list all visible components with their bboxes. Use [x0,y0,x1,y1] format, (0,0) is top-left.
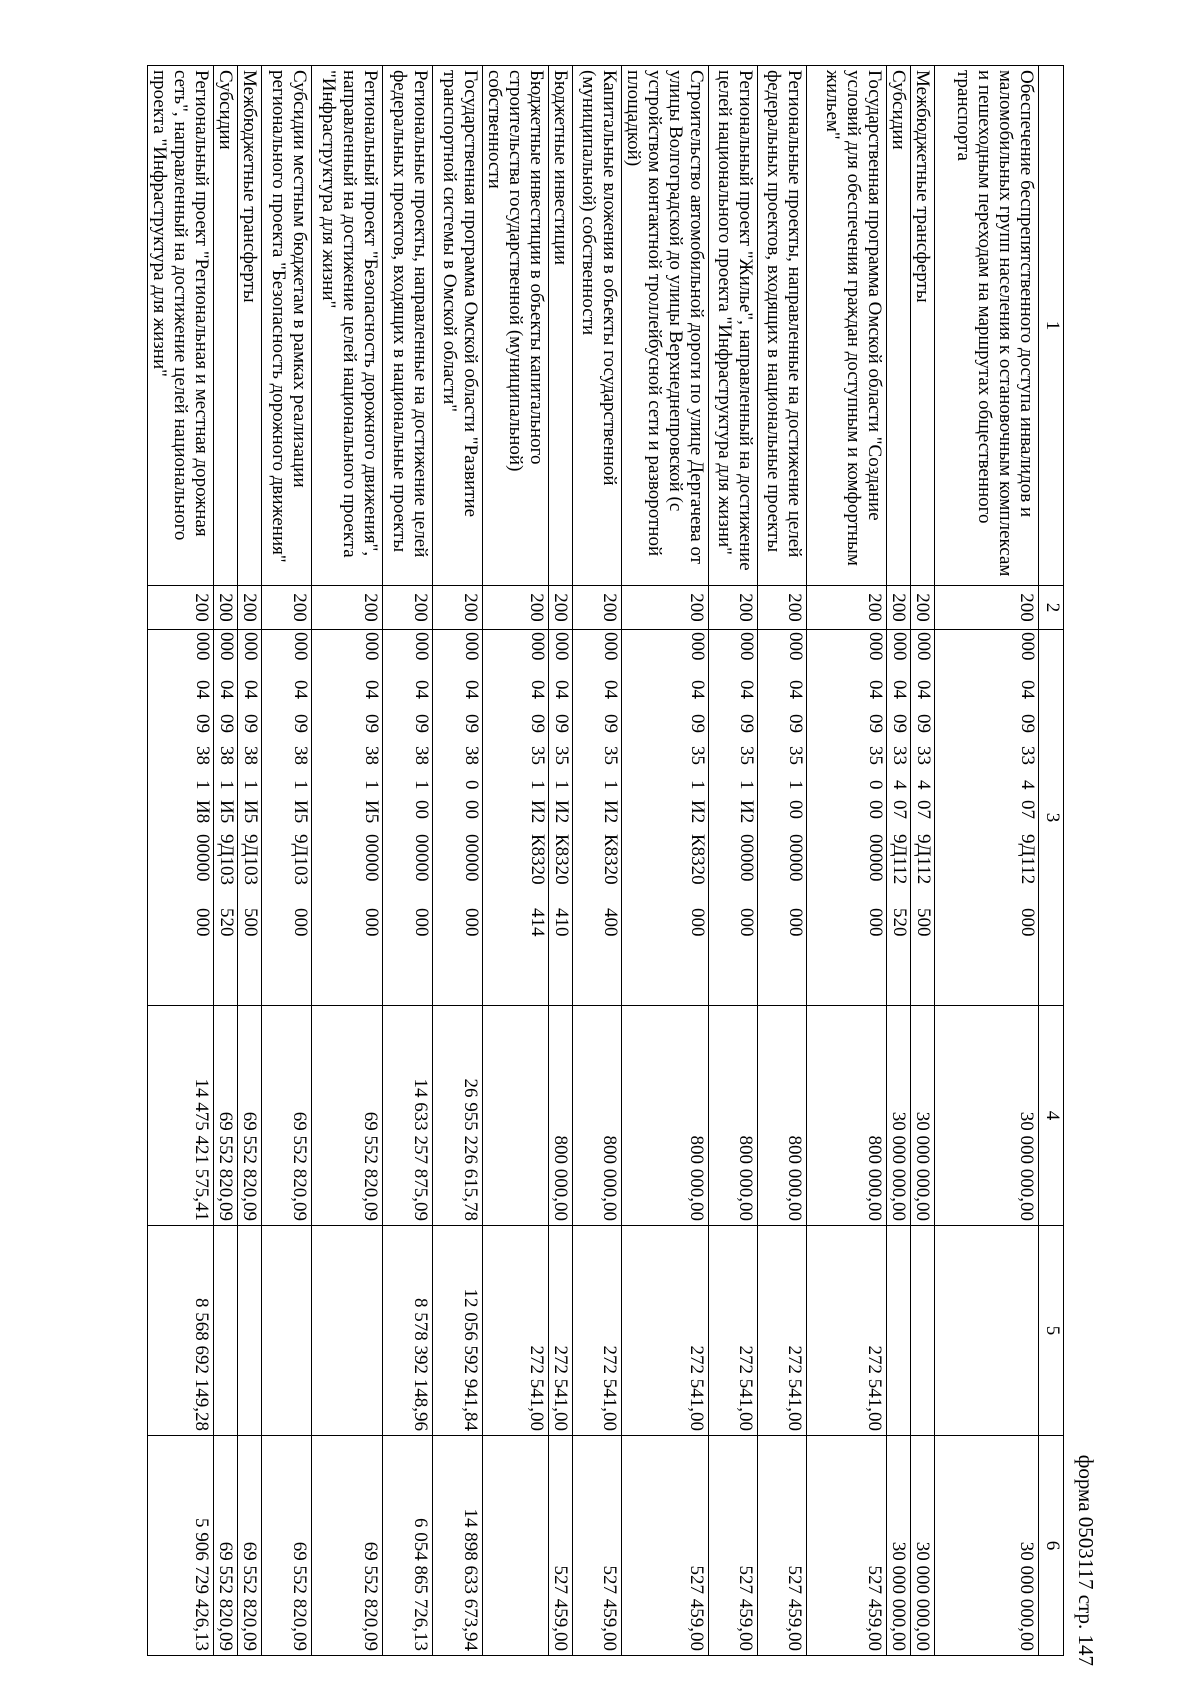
kbk-part: 00 [865,800,886,819]
row-executed-cell: 272 541,00 [622,1226,709,1436]
kbk-part: 38 [461,746,482,765]
kbk-part: 38 [240,746,261,765]
row-approved-cell: 30 000 000,00 [887,1006,911,1226]
kbk-part: 000 [687,632,708,661]
row-not-executed-cell: 69 552 820,09 [238,1436,262,1656]
kbk-part: И5 [216,800,237,824]
row-code-cell: 200 [887,586,911,630]
kbk-part: 000 [290,632,311,661]
kbk-part: 00000 [461,834,482,882]
kbk-part: 410 [551,908,572,937]
kbk-part: 1 [785,780,806,790]
kbk-part: 9Д103 [290,834,311,885]
kbk-part: 07 [913,800,934,819]
kbk-part: 33 [889,746,910,765]
row-not-executed-cell: 69 552 820,09 [312,1436,383,1656]
row-not-executed-cell: 527 459,00 [549,1436,573,1656]
kbk-part: 1 [411,780,432,790]
kbk-part: 1 [551,780,572,790]
kbk-part: И2 [687,800,708,824]
kbk-part: 000 [865,632,886,661]
kbk-part: И2 [736,800,757,824]
row-executed-cell [935,1226,1039,1436]
row-kbk-cell [433,630,483,1006]
kbk-part: 000 [913,632,934,661]
kbk-part: 09 [361,714,382,733]
kbk-part: 38 [411,746,432,765]
row-code-cell: 200 [911,586,935,630]
row-executed-cell [887,1226,911,1436]
kbk-part: 04 [736,680,757,699]
kbk-part: 35 [600,746,621,765]
kbk-part: 33 [1017,746,1038,765]
kbk-part: 000 [736,908,757,937]
kbk-part: 38 [216,746,237,765]
kbk-part: 04 [551,680,572,699]
kbk-part: 0 [461,780,482,790]
table-row [573,66,622,1656]
row-name-cell: Региональный проект "Безопасность дорожного движения", направленный на достижение целей национального проекта "Инфраструктура для жизни" [312,66,383,586]
row-kbk-cell [549,630,573,1006]
row-not-executed-cell: 14 898 633 673,94 [433,1436,483,1656]
row-executed-cell [238,1226,262,1436]
row-not-executed-cell: 527 459,00 [709,1436,758,1656]
kbk-part: И2 [600,800,621,824]
row-kbk-cell [483,630,549,1006]
kbk-part: 00 [461,800,482,819]
row-executed-cell [312,1226,383,1436]
row-name-cell: Региональный проект "Жилье", направленный на достижение целей национального проекта "Инфраструктура для жизни" [709,66,758,586]
row-kbk-cell [262,630,312,1006]
kbk-part: 04 [411,680,432,699]
kbk-part: 35 [551,746,572,765]
kbk-part: 000 [361,632,382,661]
kbk-part: 4 [889,780,910,790]
row-name-cell: Субсидии [214,66,238,586]
row-code-cell: 200 [383,586,433,630]
column-header-1: 1 [1039,66,1064,586]
kbk-part: 000 [785,632,806,661]
kbk-part: 07 [889,800,910,819]
form-label: форма 0503117 стр. 147 [1074,1454,1098,1666]
row-not-executed-cell: 30 000 000,00 [911,1436,935,1656]
kbk-part: 00000 [785,834,806,882]
kbk-part: 1 [687,780,708,790]
kbk-part: 00000 [411,834,432,882]
kbk-part: 9Д103 [240,834,261,885]
row-not-executed-cell: 527 459,00 [622,1436,709,1656]
row-kbk-cell [238,630,262,1006]
table-row [383,66,433,1656]
row-approved-cell: 800 000,00 [758,1006,807,1226]
kbk-part: 000 [551,632,572,661]
row-code-cell: 200 [262,586,312,630]
kbk-part: 35 [687,746,708,765]
row-approved-cell: 800 000,00 [573,1006,622,1226]
kbk-part: 09 [1017,714,1038,733]
row-name-cell: Строительство автомобильной дороги по улице Дергачева от улицы Волгоградской до улицы Верхнеднепровской (с устройством контактной троллейбусной сети и разворотной площадкой) [622,66,709,586]
kbk-part: 000 [785,908,806,937]
kbk-part: 04 [785,680,806,699]
kbk-part: 09 [687,714,708,733]
row-code-cell: 200 [758,586,807,630]
row-code-cell: 200 [483,586,549,630]
budget-execution-table [147,65,1064,1656]
table-row [238,66,262,1656]
row-name-cell: Региональные проекты, направленные на достижение целей федеральных проектов, входящих в национальные проекты [383,66,433,586]
kbk-part: 09 [889,714,910,733]
row-code-cell: 200 [709,586,758,630]
kbk-part: 00000 [736,834,757,882]
row-approved-cell: 14 475 421 575,41 [148,1006,214,1226]
kbk-part: 000 [865,908,886,937]
row-executed-cell [214,1226,238,1436]
kbk-part: 04 [687,680,708,699]
kbk-part: И8 [192,800,213,824]
row-executed-cell: 272 541,00 [483,1226,549,1436]
row-name-cell: Межбюджетные трансферты [238,66,262,586]
kbk-part: 04 [527,680,548,699]
row-approved-cell: 69 552 820,09 [312,1006,383,1226]
row-name-cell: Государственная программа Омской области "Создание условий для обеспечения граждан доступным и комфортным жильем" [807,66,887,586]
row-code-cell: 200 [549,586,573,630]
row-kbk-cell [214,630,238,1006]
kbk-part: К8320 [527,834,548,885]
column-header-3: 3 [1039,630,1064,1006]
kbk-part: 1 [240,780,261,790]
kbk-part: 09 [192,714,213,733]
kbk-part: 04 [192,680,213,699]
row-name-cell: Бюджетные инвестиции в объекты капитального строительства государственной (муниципальной) собственности [483,66,549,586]
row-executed-cell [262,1226,312,1436]
kbk-part: 1 [736,780,757,790]
column-header-4: 4 [1039,1006,1064,1226]
row-kbk-cell [758,630,807,1006]
kbk-part: 35 [865,746,886,765]
table-row [148,66,214,1656]
kbk-part: 000 [290,908,311,937]
kbk-part: 1 [290,780,311,790]
kbk-part: И2 [527,800,548,824]
kbk-part: 04 [600,680,621,699]
table-row [483,66,549,1656]
kbk-part: 520 [889,908,910,937]
row-not-executed-cell: 6 054 865 726,13 [383,1436,433,1656]
kbk-part: 07 [1017,800,1038,819]
kbk-part: 9Д112 [913,834,934,885]
kbk-part: 1 [600,780,621,790]
row-code-cell: 200 [214,586,238,630]
kbk-part: 09 [411,714,432,733]
row-name-cell: Бюджетные инвестиции [549,66,573,586]
row-kbk-cell [807,630,887,1006]
kbk-part: 000 [600,632,621,661]
kbk-part: 00000 [865,834,886,882]
column-header-6: 6 [1039,1436,1064,1656]
kbk-part: 38 [290,746,311,765]
row-not-executed-cell: 69 552 820,09 [214,1436,238,1656]
row-approved-cell: 800 000,00 [622,1006,709,1226]
row-executed-cell: 272 541,00 [758,1226,807,1436]
kbk-part: 09 [865,714,886,733]
kbk-part: 35 [527,746,548,765]
table-row [549,66,573,1656]
row-kbk-cell [148,630,214,1006]
kbk-part: 520 [216,908,237,937]
kbk-part: 04 [240,680,261,699]
kbk-part: 1 [216,780,237,790]
row-not-executed-cell: 69 552 820,09 [262,1436,312,1656]
row-kbk-cell [622,630,709,1006]
kbk-part: 1 [361,780,382,790]
kbk-part: 04 [913,680,934,699]
table-row [622,66,709,1656]
kbk-part: 500 [240,908,261,937]
row-not-executed-cell: 527 459,00 [573,1436,622,1656]
row-executed-cell: 272 541,00 [549,1226,573,1436]
row-code-cell: 200 [433,586,483,630]
row-name-cell: Межбюджетные трансферты [911,66,935,586]
row-name-cell: Обеспечение беспрепятственного доступа инвалидов и маломобильных групп населения к остановочным комплексам и пешеходным переходам на маршрутах общественного транспорта [935,66,1039,586]
kbk-part: 000 [461,632,482,661]
row-code-cell: 200 [148,586,214,630]
kbk-part: И5 [361,800,382,824]
row-approved-cell: 14 633 257 875,09 [383,1006,433,1226]
kbk-part: 000 [1017,632,1038,661]
row-code-cell: 200 [238,586,262,630]
row-executed-cell: 12 056 592 941,84 [433,1226,483,1436]
kbk-part: 09 [736,714,757,733]
kbk-part: 04 [1017,680,1038,699]
table-row [911,66,935,1656]
row-approved-cell [483,1006,549,1226]
row-kbk-cell [935,630,1039,1006]
row-approved-cell: 800 000,00 [549,1006,573,1226]
row-approved-cell: 69 552 820,09 [214,1006,238,1226]
row-approved-cell: 69 552 820,09 [238,1006,262,1226]
row-not-executed-cell: 527 459,00 [807,1436,887,1656]
row-code-cell: 200 [312,586,383,630]
table-row [807,66,887,1656]
row-approved-cell: 800 000,00 [709,1006,758,1226]
kbk-part: 04 [865,680,886,699]
kbk-part: 000 [687,908,708,937]
kbk-part: 09 [785,714,806,733]
kbk-part: 000 [411,908,432,937]
kbk-part: 1 [527,780,548,790]
kbk-part: 35 [736,746,757,765]
kbk-part: 35 [785,746,806,765]
row-code-cell: 200 [935,586,1039,630]
kbk-part: 04 [290,680,311,699]
kbk-part: 0 [865,780,886,790]
kbk-part: 09 [913,714,934,733]
table-row [312,66,383,1656]
row-name-cell: Государственная программа Омской области "Развитие транспортной системы в Омской области" [433,66,483,586]
kbk-part: 414 [527,908,548,937]
kbk-part: 38 [192,746,213,765]
row-not-executed-cell [483,1436,549,1656]
kbk-part: 400 [600,908,621,937]
kbk-part: 4 [1017,780,1038,790]
kbk-part: К8320 [687,834,708,885]
row-not-executed-cell: 5 906 729 426,13 [148,1436,214,1656]
kbk-part: 09 [527,714,548,733]
kbk-part: 00000 [192,834,213,882]
row-kbk-cell [383,630,433,1006]
row-executed-cell: 8 578 392 148,96 [383,1226,433,1436]
row-approved-cell: 30 000 000,00 [911,1006,935,1226]
row-name-cell: Региональный проект "Региональная и местная дорожная сеть", направленный на достижение целей национального проекта "Инфраструктура для жизни" [148,66,214,586]
kbk-part: 9Д112 [1017,834,1038,885]
kbk-part: 000 [361,908,382,937]
row-code-cell: 200 [807,586,887,630]
kbk-part: 4 [913,780,934,790]
row-name-cell: Капитальные вложения в объекты государственной (муниципальной) собственности [573,66,622,586]
kbk-part: 00 [785,800,806,819]
row-approved-cell: 30 000 000,00 [935,1006,1039,1226]
rotated-landscape-sheet [20,40,1100,1680]
kbk-part: 38 [361,746,382,765]
column-number-row [1039,66,1064,1656]
kbk-part: 00000 [361,834,382,882]
row-executed-cell: 272 541,00 [573,1226,622,1436]
kbk-part: 9Д112 [889,834,910,885]
row-not-executed-cell: 30 000 000,00 [887,1436,911,1656]
table-row [935,66,1039,1656]
kbk-part: 33 [913,746,934,765]
row-name-cell: Субсидии [887,66,911,586]
kbk-part: 000 [411,632,432,661]
kbk-part: 04 [461,680,482,699]
kbk-part: 04 [889,680,910,699]
kbk-part: 000 [736,632,757,661]
table-row [262,66,312,1656]
row-kbk-cell [887,630,911,1006]
kbk-part: 000 [461,908,482,937]
kbk-part: 000 [216,632,237,661]
table-row [758,66,807,1656]
kbk-part: 000 [527,632,548,661]
row-approved-cell: 26 955 226 615,78 [433,1006,483,1226]
kbk-part: 500 [913,908,934,937]
kbk-part: К8320 [551,834,572,885]
kbk-part: 000 [240,632,261,661]
row-kbk-cell [312,630,383,1006]
row-approved-cell: 69 552 820,09 [262,1006,312,1226]
row-not-executed-cell: 30 000 000,00 [935,1436,1039,1656]
table-row [887,66,911,1656]
kbk-part: 09 [551,714,572,733]
row-not-executed-cell: 527 459,00 [758,1436,807,1656]
kbk-part: 000 [889,632,910,661]
kbk-part: 09 [290,714,311,733]
kbk-part: 00 [411,800,432,819]
kbk-part: 09 [240,714,261,733]
row-kbk-cell [911,630,935,1006]
table-row [433,66,483,1656]
row-code-cell: 200 [573,586,622,630]
row-kbk-cell [573,630,622,1006]
table-row [709,66,758,1656]
row-name-cell: Субсидии местным бюджетам в рамках реализации регионального проекта "Безопасность дорожного движения" [262,66,312,586]
kbk-part: 09 [600,714,621,733]
table-row [214,66,238,1656]
row-name-cell: Региональные проекты, направленные на достижение целей федеральных проектов, входящих в национальные проекты [758,66,807,586]
kbk-part: И2 [551,800,572,824]
kbk-part: 09 [216,714,237,733]
row-kbk-cell [709,630,758,1006]
kbk-part: К8320 [600,834,621,885]
kbk-part: 000 [192,908,213,937]
kbk-part: 000 [1017,908,1038,937]
kbk-part: 9Д103 [216,834,237,885]
row-executed-cell [911,1226,935,1436]
kbk-part: И5 [240,800,261,824]
column-header-5: 5 [1039,1226,1064,1436]
kbk-part: 09 [461,714,482,733]
kbk-part: И5 [290,800,311,824]
kbk-part: 04 [361,680,382,699]
row-executed-cell: 272 541,00 [807,1226,887,1436]
row-executed-cell: 8 568 692 149,28 [148,1226,214,1436]
kbk-part: 04 [216,680,237,699]
row-code-cell: 200 [622,586,709,630]
row-executed-cell: 272 541,00 [709,1226,758,1436]
kbk-part: 000 [192,632,213,661]
kbk-part: 1 [192,780,213,790]
column-header-2: 2 [1039,586,1064,630]
row-approved-cell: 800 000,00 [807,1006,887,1226]
